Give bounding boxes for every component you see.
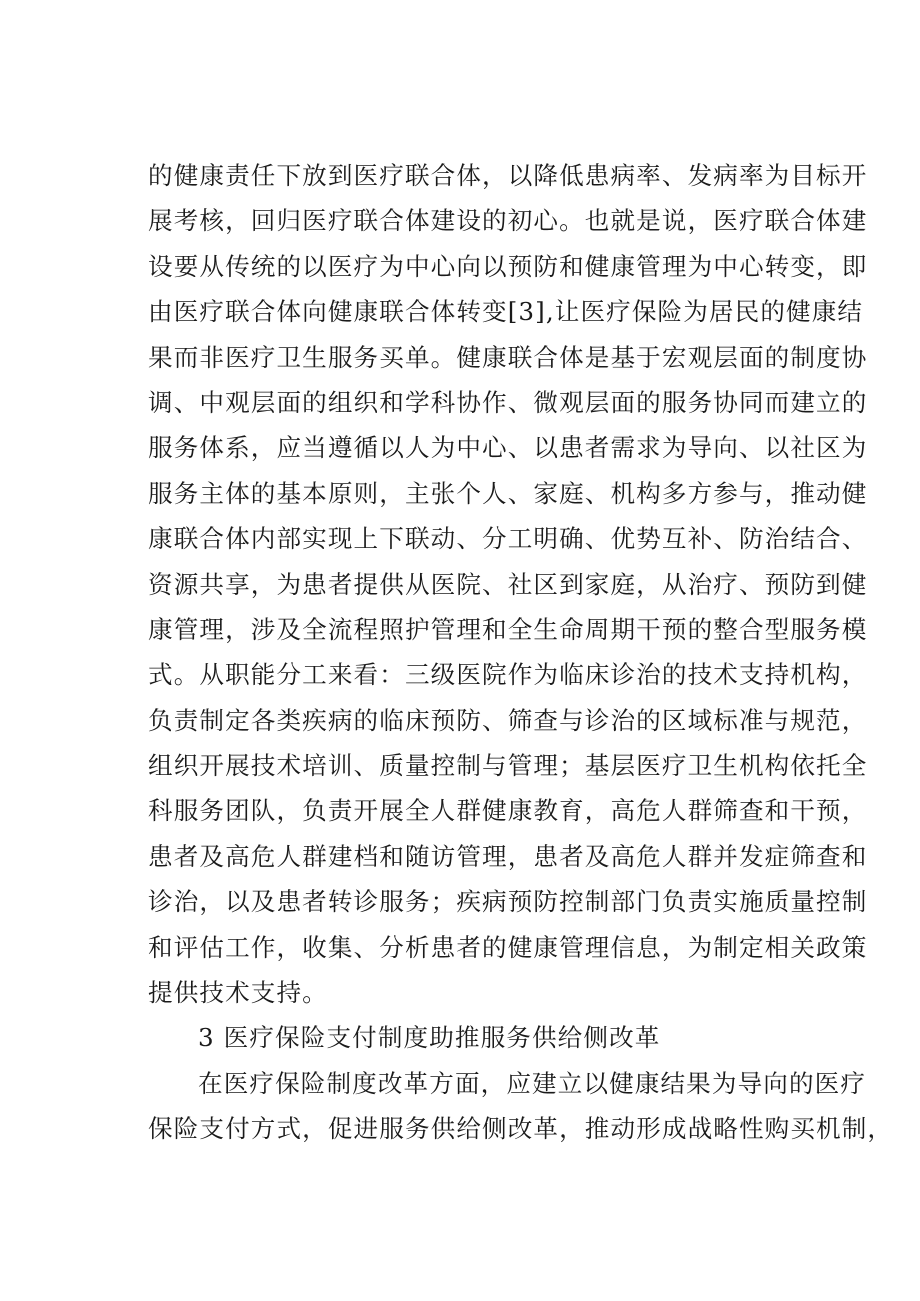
body-line: 式。从职能分工来看：三级医院作为临床诊治的技术支持机构， [148, 660, 868, 690]
section-heading: 3 医疗保险支付制度助推服务供给侧改革 [198, 1023, 661, 1053]
body-line: 服务主体的基本原则，主张个人、家庭、机构多方参与，推动健 [148, 478, 868, 508]
body-line: 由医疗联合体向健康联合体转变[3],让医疗保险为居民的健康结 [148, 297, 864, 327]
body-line: 组织开展技术培训、质量控制与管理；基层医疗卫生机构依托全 [148, 751, 868, 781]
body-line: 果而非医疗卫生服务买单。健康联合体是基于宏观层面的制度协 [148, 342, 868, 372]
body-line: 和评估工作，收集、分析患者的健康管理信息，为制定相关政策 [148, 932, 868, 962]
body-line: 展考核，回归医疗联合体建设的初心。也就是说，医疗联合体建 [148, 206, 868, 236]
body-line: 保险支付方式，促进服务供给侧改革，推动形成战略性购买机制， [148, 1114, 894, 1144]
body-line: 在医疗保险制度改革方面，应建立以健康结果为导向的医疗 [198, 1068, 867, 1098]
body-line: 提供技术支持。 [148, 978, 328, 1008]
body-line: 康联合体内部实现上下联动、分工明确、优势互补、防治结合、 [148, 524, 868, 554]
body-line: 设要从传统的以医疗为中心向以预防和健康管理为中心转变，即 [148, 251, 868, 281]
body-line: 负责制定各类疾病的临床预防、筛查与诊治的区域标准与规范， [148, 705, 868, 735]
body-line: 康管理，涉及全流程照护管理和全生命周期干预的整合型服务模 [148, 614, 868, 644]
body-line: 的健康责任下放到医疗联合体，以降低患病率、发病率为目标开 [148, 161, 868, 190]
body-line: 科服务团队，负责开展全人群健康教育，高危人群筛查和干预， [148, 796, 868, 826]
body-line: 资源共享，为患者提供从医院、社区到家庭，从治疗、预防到健 [148, 569, 868, 599]
body-line: 服务体系，应当遵循以人为中心、以患者需求为导向、以社区为 [148, 433, 868, 463]
body-line: 诊治，以及患者转诊服务；疾病预防控制部门负责实施质量控制 [148, 887, 868, 917]
body-line: 患者及高危人群建档和随访管理，患者及高危人群并发症筛查和 [148, 841, 868, 871]
document-body [148, 153, 894, 1152]
body-line: 调、中观层面的组织和学科协作、微观层面的服务协同而建立的 [148, 387, 868, 417]
